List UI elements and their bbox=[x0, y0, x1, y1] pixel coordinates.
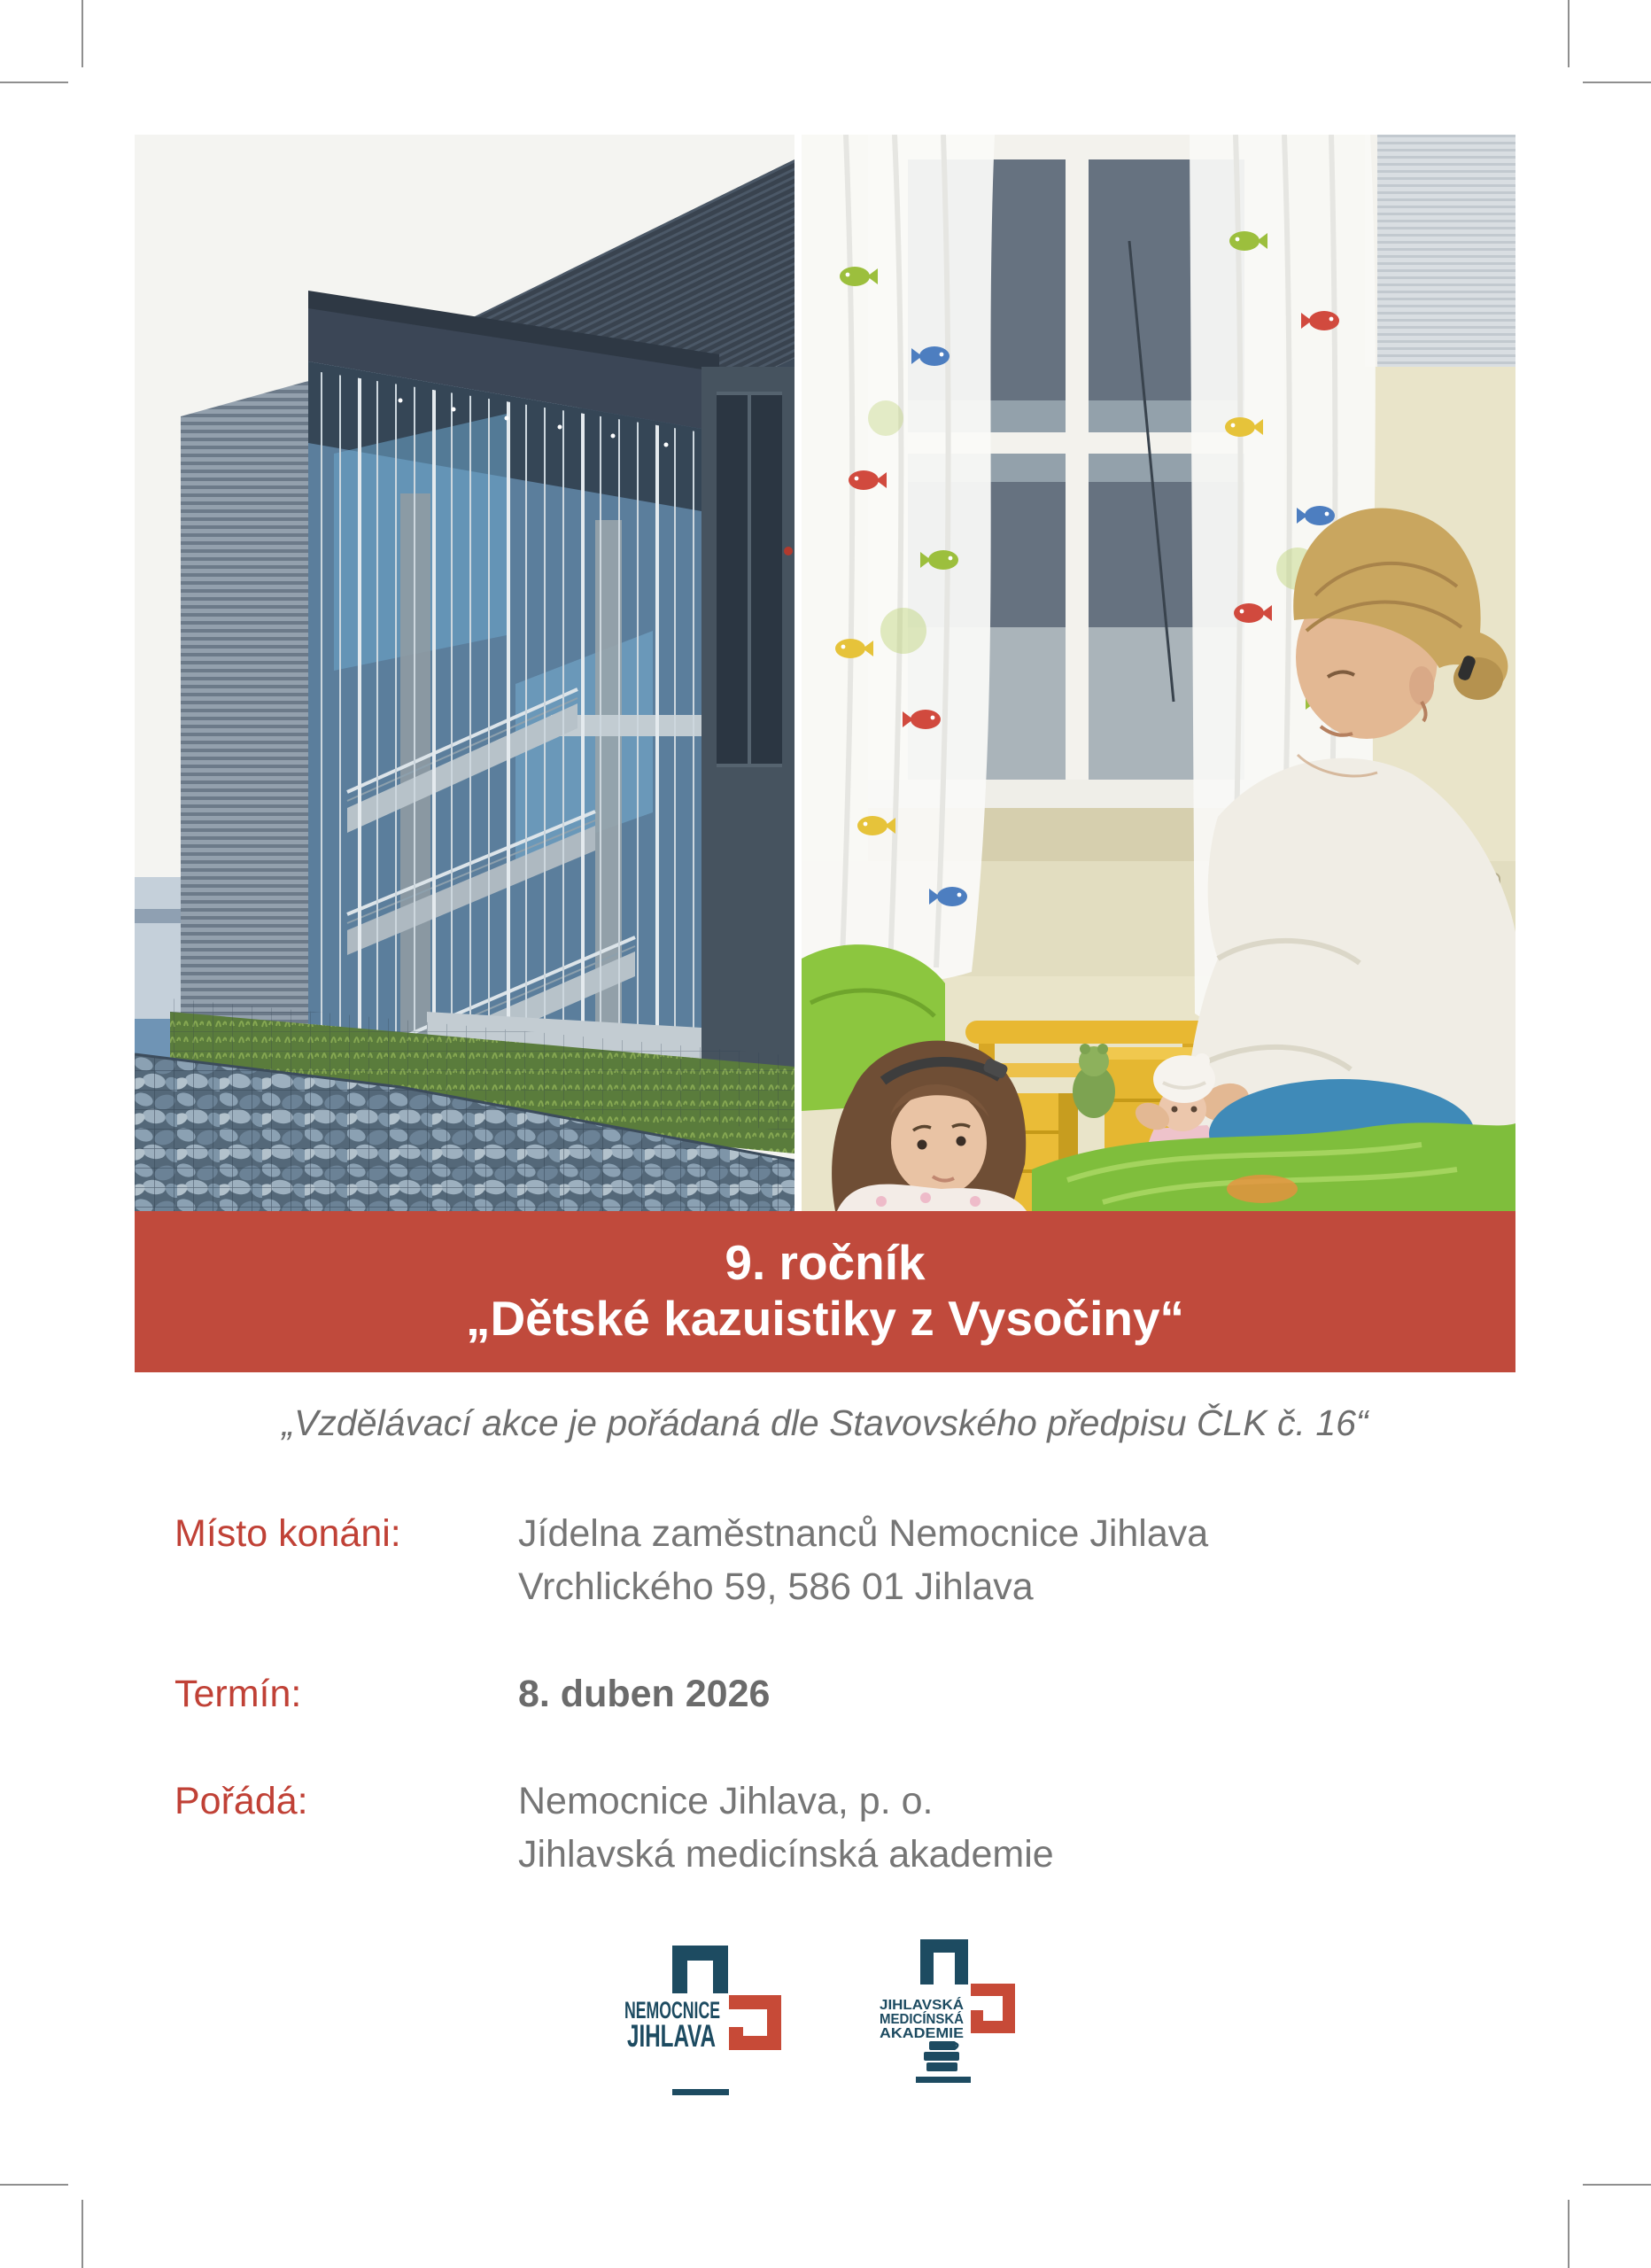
venue-label: Místo konáni: bbox=[174, 1512, 401, 1555]
date-label: Termín: bbox=[174, 1673, 302, 1715]
hospital-room-photo bbox=[802, 135, 1515, 1211]
detail-row-date bbox=[174, 1667, 1485, 1720]
organizer-line1: Nemocnice Jihlava, p. o. bbox=[518, 1780, 934, 1822]
building-photo bbox=[135, 135, 794, 1211]
logo-underline bbox=[672, 2089, 729, 2095]
title-banner bbox=[135, 1211, 1515, 1372]
crop-mark-top-right-vertical bbox=[1568, 0, 1570, 67]
logo-text-jihlava: JIHLAVA bbox=[627, 2019, 716, 2054]
logo-blue-bracket-icon bbox=[672, 1946, 728, 1993]
logo-text-nemocnice: NEMOCNICE bbox=[624, 1997, 720, 2023]
detail-row-organizer bbox=[174, 1775, 1485, 1881]
books-stack-icon bbox=[916, 2041, 971, 2083]
organizer-line2: Jihlavská medicínská akademie bbox=[518, 1833, 1054, 1876]
banner-title-line1: 9. ročník bbox=[725, 1235, 926, 1290]
jma-blue-bracket-icon bbox=[920, 1939, 968, 1984]
crop-mark-top-right-horizontal bbox=[1583, 82, 1651, 83]
corrugated-siding bbox=[181, 381, 308, 1076]
accreditation-note: „Vzdělávací akce je pořádaná dle Stavovského předpisu ČLK č. 16“ bbox=[282, 1402, 1368, 1443]
jma-logo-mark bbox=[872, 1921, 1050, 2107]
venue-line1: Jídelna zaměstnanců Nemocnice Jihlava bbox=[518, 1512, 1209, 1555]
organizer-value bbox=[518, 1775, 1054, 1881]
venue-line2: Vrchlického 59, 586 01 Jihlava bbox=[518, 1565, 1034, 1608]
event-details bbox=[174, 1507, 1485, 1935]
banner-title-line2: „Dětské kazuistiky z Vysočiny“ bbox=[465, 1291, 1185, 1346]
crop-mark-top-left-horizontal bbox=[0, 82, 68, 83]
jma-text-line1: JIHLAVSKÁ bbox=[880, 1998, 959, 2013]
venue-value bbox=[518, 1507, 1208, 1613]
hospital-room-illustration bbox=[802, 135, 1515, 1211]
building-illustration bbox=[135, 135, 794, 1211]
crop-mark-bottom-right-vertical bbox=[1568, 2200, 1570, 2268]
date-value: 8. duben 2026 bbox=[518, 1673, 771, 1715]
jma-text-line2: MEDICÍNSKÁ bbox=[880, 2012, 970, 2027]
jma-text-line3: AKADEMIE bbox=[880, 2026, 965, 2041]
curtain-left bbox=[802, 135, 995, 983]
blinds-window bbox=[1376, 135, 1515, 367]
detail-row-venue bbox=[174, 1507, 1485, 1613]
jihlavska-medicinska-akademie-logo bbox=[872, 1921, 1050, 2107]
crop-mark-top-left-vertical bbox=[81, 0, 83, 67]
crop-mark-bottom-left-horizontal bbox=[0, 2184, 68, 2186]
organizer-label: Pořádá: bbox=[174, 1780, 308, 1822]
crop-mark-bottom-left-vertical bbox=[81, 2200, 83, 2268]
crop-mark-bottom-right-horizontal bbox=[1583, 2184, 1651, 2186]
nemocnice-jihlava-logo-mark bbox=[611, 1921, 788, 2107]
nemocnice-jihlava-logo bbox=[611, 1921, 788, 2107]
